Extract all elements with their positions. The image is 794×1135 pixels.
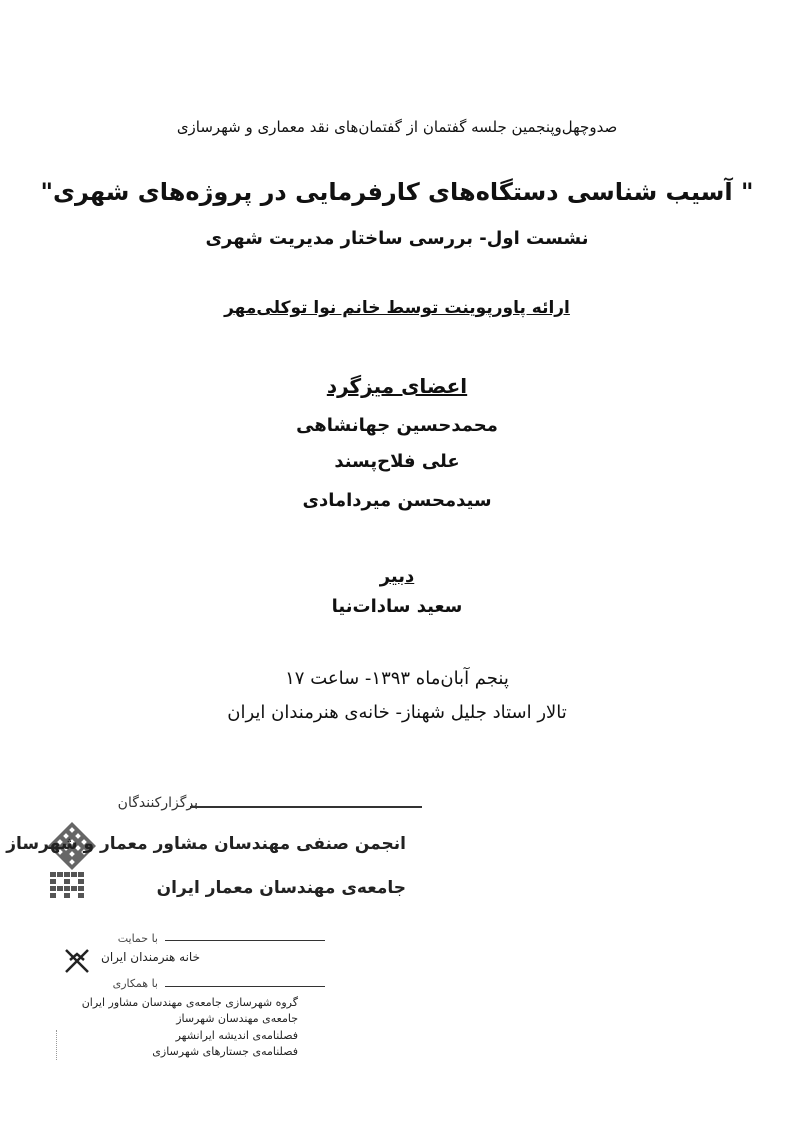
organizers-rule (190, 806, 422, 808)
presentation-text: ارائه پاورپوینت توسط خانم نوا توکلی‌مهر (224, 298, 570, 318)
secretary-name: سعید سادات‌نیا (331, 596, 463, 617)
support-label: با حمایت (117, 932, 158, 945)
support-name: خانه هنرمندان ایران (101, 950, 200, 964)
page-subtitle: نشست اول- بررسی ساختار مدیریت شهری (205, 228, 589, 249)
organizer-name: جامعه‌ی مهندسان معمار ایران (156, 878, 406, 898)
collaborator: فصلنامه‌ی جستارهای شهرسازی (152, 1045, 298, 1058)
collaborator: فصلنامه‌ی اندیشه ایرانشهر (175, 1029, 298, 1042)
grid-logo-icon (50, 872, 84, 898)
scan-edge-mark (56, 1030, 67, 1060)
collaboration-rule (165, 986, 325, 987)
support-rule (165, 940, 325, 941)
collaborator: گروه شهرسازی جامعه‌ی مهندسان مشاور ایران (81, 996, 298, 1009)
collaboration-label: با همکاری (112, 977, 158, 990)
panel-member: علی فلاح‌پسند (334, 451, 460, 472)
panel-member: سیدمحسن میردامادی (302, 490, 492, 511)
secretary-heading (0, 566, 794, 587)
panel-member: محمدحسین جهانشاهی (296, 415, 498, 436)
panel-heading-text: اعضای میزگرد (326, 374, 468, 398)
presentation-line (0, 298, 794, 318)
organizers-label: برگزارکنندگان (117, 795, 198, 811)
collaborator: جامعه‌ی مهندسان شهرساز (176, 1012, 298, 1025)
event-date-time: پنجم آبان‌ماه ۱۳۹۳- ساعت ۱۷ (285, 668, 509, 689)
panel-heading (0, 374, 794, 398)
series-line: صدوچهل‌وپنجمین جلسه گفتمان از گفتمان‌های نقد معماری و شهرسازی (176, 118, 618, 136)
event-venue: تالار استاد جلیل شهناز- خانه‌ی هنرمندان ایران (227, 702, 567, 723)
secretary-heading-text: دبیر (379, 566, 415, 587)
page-title: " آسیب شناسی دستگاه‌های کارفرمایی در پروژه‌های شهری" (40, 178, 754, 206)
organizer-name: انجمن صنفی مهندسان مشاور معمار و شهرساز (6, 834, 406, 854)
house-of-artists-logo-icon (62, 946, 92, 976)
